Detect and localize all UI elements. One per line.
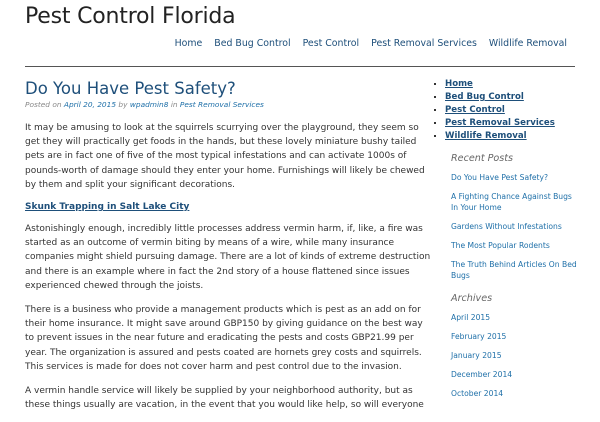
nav-pest-removal-services[interactable]: Pest Removal Services bbox=[371, 38, 477, 49]
recent-post-link[interactable]: A Fighting Chance Against Bugs In Your Home bbox=[451, 192, 572, 212]
meta-prefix: Posted on bbox=[25, 100, 62, 109]
post-paragraph: There is a business who provide a management products which is pest as an add on for their home insurance. It might save around GBP150 by giving guidance on the best way to prevent issues in the near future and eradicating the pests and costs GBP21.99 per year. The organization is assured and pests coated are hornets grey costs and squirrels. This services is made for does not cover harm and pest control due to the invasion. bbox=[25, 305, 423, 372]
list-item bbox=[451, 221, 578, 232]
sidebar-menu-item bbox=[445, 118, 578, 128]
post-paragraph: It may be amusing to look at the squirrels scurrying over the playground, they seem so get they will practically get foods in the hands, but these lovely miniature bushy tailed pets are in fact one of five of the most typical infestations and can activate 1000s of pounds-worth of damage should they enter your home. Furnishings will likely be chewed by them and split your significant decorations. bbox=[25, 123, 425, 190]
sidebar-menu-item bbox=[445, 79, 578, 89]
recent-post-link[interactable]: Gardens Without Infestations bbox=[451, 222, 562, 231]
archives-title: Archives bbox=[451, 293, 493, 304]
list-item bbox=[451, 312, 578, 323]
archive-link[interactable]: December 2014 bbox=[451, 370, 513, 379]
post-meta bbox=[25, 100, 433, 109]
list-item bbox=[451, 369, 578, 380]
nav-pest-control[interactable]: Pest Control bbox=[302, 38, 360, 49]
list-item bbox=[451, 191, 578, 213]
list-item bbox=[451, 331, 578, 342]
archive-link[interactable]: February 2015 bbox=[451, 332, 507, 341]
post-category-link[interactable]: Pest Removal Services bbox=[179, 100, 264, 109]
sidebar-menu-item bbox=[445, 105, 578, 115]
recent-post-link[interactable]: The Truth Behind Articles On Bed Bugs bbox=[451, 260, 577, 280]
list-item bbox=[451, 259, 578, 281]
nav-home[interactable]: Home bbox=[174, 38, 203, 49]
site-title[interactable]: Pest Control Florida bbox=[25, 4, 236, 29]
recent-post-link[interactable]: The Most Popular Rodents bbox=[451, 241, 550, 250]
sidebar-menu-item bbox=[445, 131, 578, 141]
list-item bbox=[451, 388, 578, 399]
sidebar bbox=[443, 79, 578, 407]
post-subheading-link[interactable]: Skunk Trapping in Salt Lake City bbox=[25, 202, 190, 213]
recent-post-link[interactable]: Do You Have Pest Safety? bbox=[451, 173, 549, 182]
nav-bed-bug-control[interactable]: Bed Bug Control bbox=[214, 38, 291, 49]
recent-posts-title: Recent Posts bbox=[451, 153, 514, 164]
meta-by: by bbox=[118, 100, 128, 109]
main-nav bbox=[175, 38, 567, 49]
header-divider bbox=[25, 66, 575, 67]
post-title[interactable]: Do You Have Pest Safety? bbox=[25, 79, 236, 98]
sidebar-link-bed-bug-control[interactable]: Bed Bug Control bbox=[445, 92, 524, 102]
post-author-link[interactable]: wpadmin8 bbox=[129, 100, 169, 109]
nav-wildlife-removal[interactable]: Wildlife Removal bbox=[488, 38, 567, 49]
post-paragraph: Astonishingly enough, incredibly little processes address vermin harm, if, like, a fire was started as an outcome of vermin biting by means of a wire, while many insurance companies might shield pursuing damage. There are a lot of kinds of extreme destruction and there is an example where in fact the 2nd story of a house flattened since issues experienced chewed through the joists. bbox=[25, 224, 431, 291]
sidebar-link-pest-control[interactable]: Pest Control bbox=[445, 105, 505, 115]
list-item bbox=[451, 172, 578, 183]
sidebar-link-home[interactable]: Home bbox=[445, 79, 473, 89]
archive-link[interactable]: October 2014 bbox=[451, 389, 504, 398]
list-item bbox=[451, 350, 578, 361]
list-item bbox=[451, 240, 578, 251]
sidebar-link-pest-removal-services[interactable]: Pest Removal Services bbox=[445, 118, 555, 128]
archive-link[interactable]: April 2015 bbox=[451, 313, 491, 322]
archives-list bbox=[443, 312, 578, 399]
post-body bbox=[25, 121, 433, 412]
sidebar-menu bbox=[443, 79, 578, 141]
archive-link[interactable]: January 2015 bbox=[451, 351, 502, 360]
post-date-link[interactable]: April 20, 2015 bbox=[63, 100, 117, 109]
main-content bbox=[25, 79, 433, 422]
meta-in: in bbox=[170, 100, 178, 109]
sidebar-link-wildlife-removal[interactable]: Wildlife Removal bbox=[445, 131, 527, 141]
recent-posts-list bbox=[443, 172, 578, 281]
post-paragraph: A vermin handle service will likely be supplied by your neighborhood authority, but as these things usually are vacation, in the event that you would like help, so will everyone bbox=[25, 386, 424, 411]
sidebar-menu-item bbox=[445, 92, 578, 102]
